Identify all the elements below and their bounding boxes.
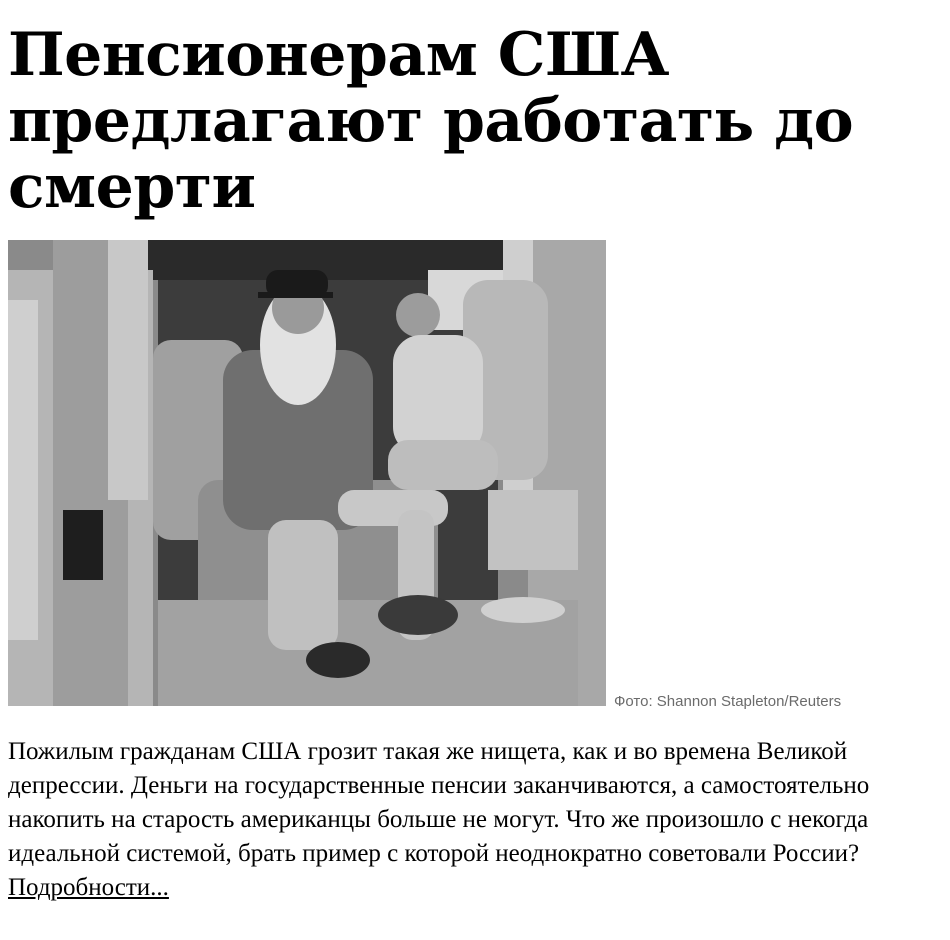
photo-credit: Фото: Shannon Stapleton/Reuters (614, 693, 842, 710)
article-lead (8, 735, 943, 905)
photo-van-elderly-couple (8, 240, 606, 706)
article-photo (8, 240, 606, 706)
read-more-link[interactable]: Подробности... (8, 874, 169, 901)
article-lead-text: Пожилым гражданам США грозит такая же нищета, как и во времена Великой депрессии. Деньги на государственные пенсии заканчиваются, а самостоятельно накопить на старость американцы больше не могут. Что же произошло с некогда идеальной системой, брать пример с которой неоднократно советовали России? (8, 738, 870, 867)
article-headline: Пенсионерам США предлагают работать до смерти (8, 20, 854, 222)
